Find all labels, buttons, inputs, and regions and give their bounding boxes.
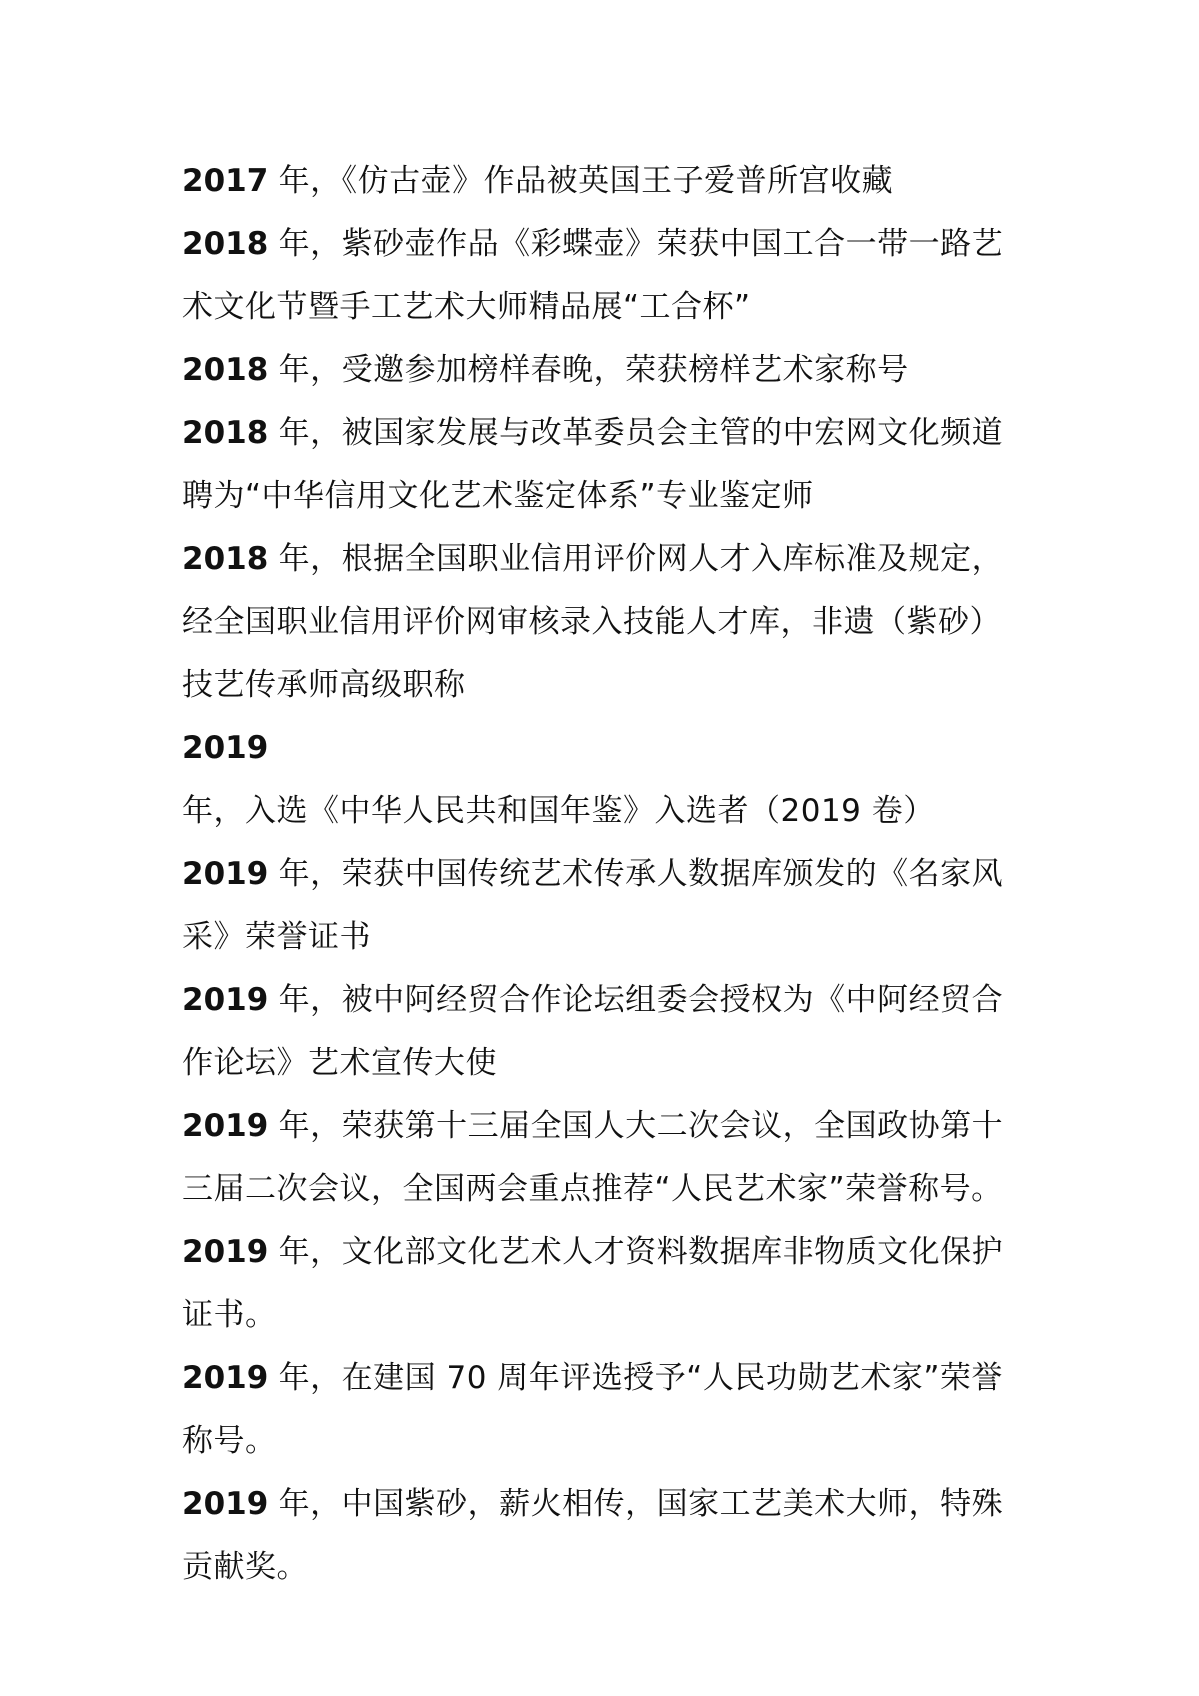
entry-text: 年，被国家发展与改革委员会主管的中宏网文化频道聘为“中华信用文化艺术鉴定体系”专业鉴定师 — [182, 415, 1004, 514]
entry-text: 年，荣获第十三届全国人大二次会议，全国政协第十三届二次会议，全国两会重点推荐“人民艺术家”荣誉称号。 — [182, 1108, 1004, 1207]
list-item — [182, 339, 1022, 402]
entry-text: 年，根据全国职业信用评价网人才入库标准及规定，经全国职业信用评价网审核录入技能人才库，非遗（紫砂）技艺传承师高级职称 — [182, 541, 1004, 703]
entry-text: 年，在建国 70 周年评选授予“人民功勋艺术家”荣誉称号。 — [182, 1360, 1003, 1459]
list-item — [182, 528, 1022, 717]
entry-text: 年，被中阿经贸合作论坛组委会授权为《中阿经贸合作论坛》艺术宣传大使 — [182, 982, 1004, 1081]
entry-text: 年，《仿古壶》作品被英国王子爱普所宫收藏 — [268, 163, 894, 199]
entry-year: 2019 — [182, 1108, 269, 1144]
entry-text: 年，受邀参加榜样春晚，荣获榜样艺术家称号 — [268, 352, 909, 388]
list-item — [182, 717, 1022, 843]
entry-year: 2019 — [182, 1234, 269, 1270]
list-item — [182, 213, 1022, 339]
entry-text: 年，荣获中国传统艺术传承人数据库颁发的《名家风采》荣誉证书 — [182, 856, 1004, 955]
list-item — [182, 1221, 1022, 1347]
list-item — [182, 402, 1022, 528]
entry-year: 2018 — [182, 415, 269, 451]
entry-year: 2018 — [182, 352, 269, 388]
entry-year: 2019 — [182, 1486, 269, 1522]
entry-year: 2019 — [182, 730, 269, 766]
entry-year: 2017 — [182, 163, 269, 199]
list-item — [182, 1095, 1022, 1221]
list-item — [182, 150, 1022, 213]
list-item — [182, 1473, 1022, 1599]
list-item — [182, 843, 1022, 969]
entry-year: 2019 — [182, 1360, 269, 1396]
entry-year: 2019 — [182, 856, 269, 892]
entry-text: 年，入选《中华人民共和国年鉴》入选者（2019 卷） — [182, 793, 935, 829]
awards-list — [182, 150, 1022, 1599]
entry-year: 2019 — [182, 982, 269, 1018]
list-item — [182, 969, 1022, 1095]
list-item — [182, 1347, 1022, 1473]
entry-year: 2018 — [182, 541, 269, 577]
entry-text: 年，紫砂壶作品《彩蝶壶》荣获中国工合一带一路艺术文化节暨手工艺术大师精品展“工合杯” — [182, 226, 1004, 325]
entry-text: 年，中国紫砂，薪火相传，国家工艺美术大师，特殊贡献奖。 — [182, 1486, 1004, 1585]
entry-text: 年，文化部文化艺术人才资料数据库非物质文化保护证书。 — [182, 1234, 1004, 1333]
entry-year: 2018 — [182, 226, 269, 262]
